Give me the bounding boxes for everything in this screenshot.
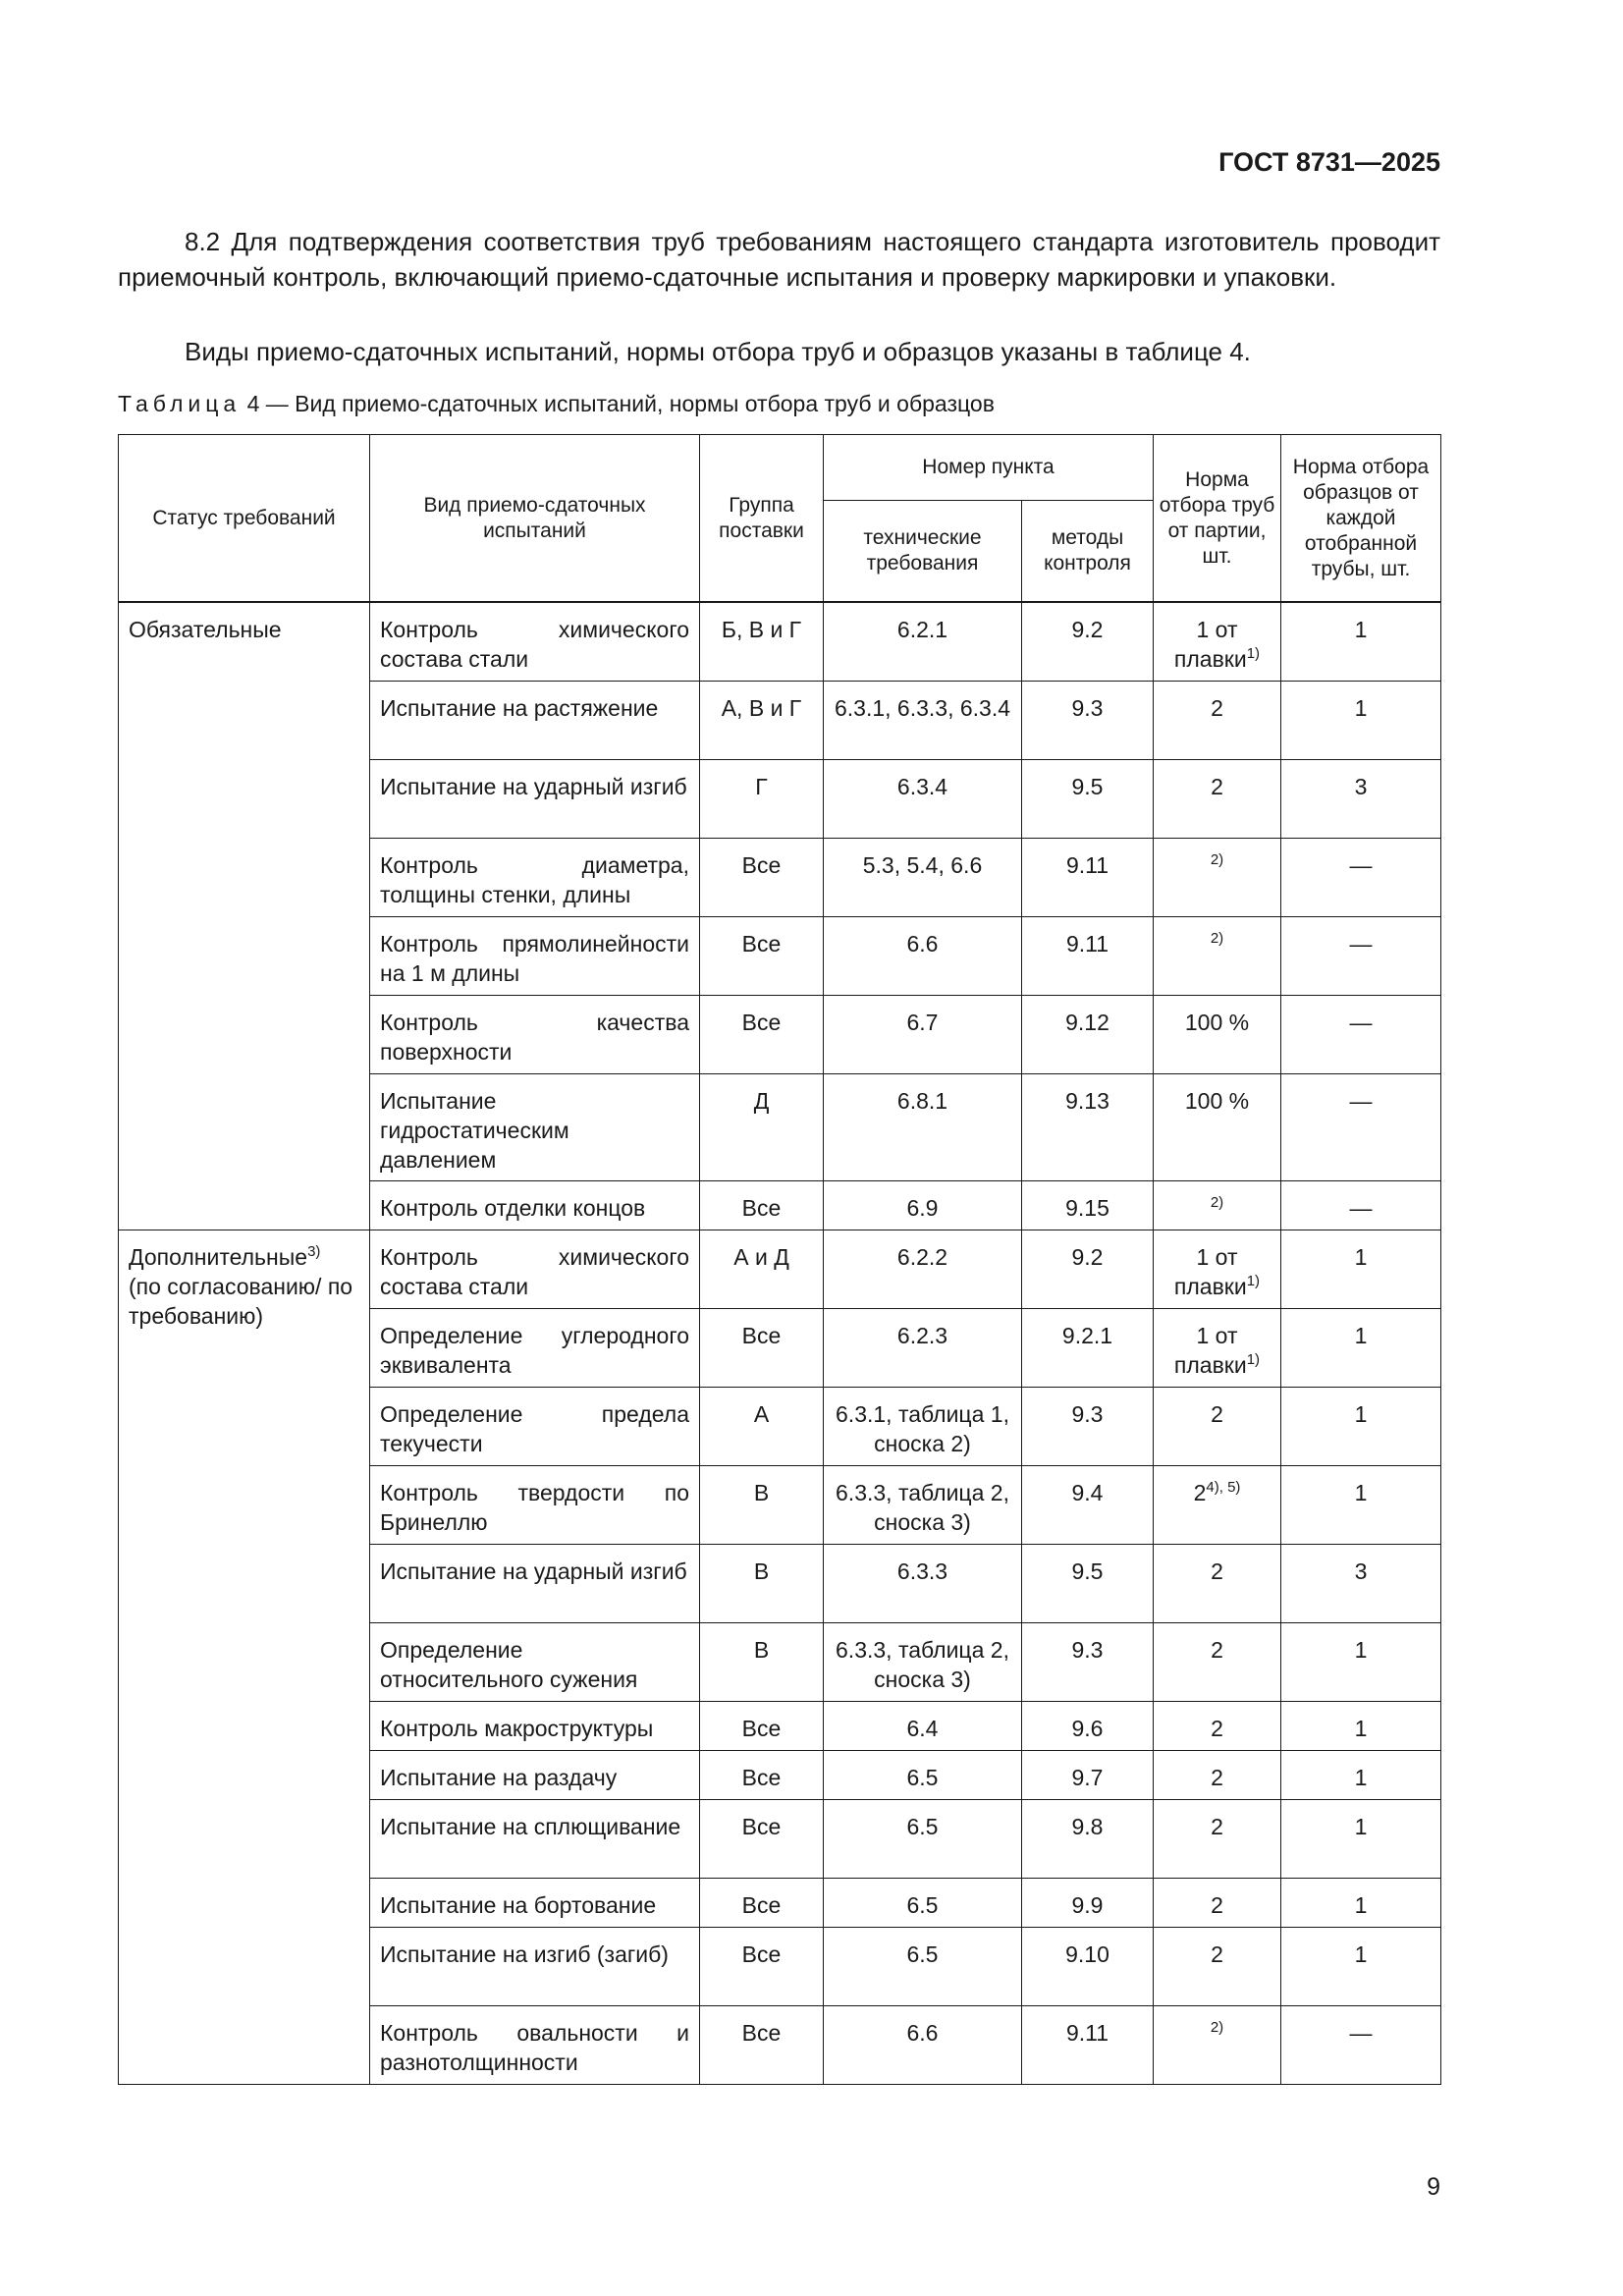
status-mandatory: Обязательные <box>119 602 370 1230</box>
cell-test: Испытание на растяжение <box>370 681 700 759</box>
cell-samples-norm: 1 <box>1281 1465 1441 1544</box>
status-additional-label: Дополнительные <box>129 1243 308 1270</box>
cell-control-method: 9.12 <box>1022 995 1154 1073</box>
pipes-norm-value: 2 <box>1211 1558 1223 1584</box>
pipes-norm-value: 100 % <box>1184 1009 1250 1035</box>
cell-group: Все <box>700 1927 824 2005</box>
header-test: Вид приемо-сдаточных испытаний <box>370 435 700 603</box>
cell-samples-norm: 1 <box>1281 1387 1441 1465</box>
cell-tech-requirements: 5.3, 5.4, 6.6 <box>824 838 1022 916</box>
cell-group: В <box>700 1465 824 1544</box>
pipes-norm-value: 2 <box>1211 1764 1223 1790</box>
cell-test: Контроль овальности и разнотолщинности <box>370 2005 700 2084</box>
cell-samples-norm: — <box>1281 1073 1441 1180</box>
table-body <box>119 602 1441 2084</box>
cell-pipes-norm <box>1154 1878 1281 1927</box>
cell-samples-norm: 3 <box>1281 759 1441 838</box>
header-control-methods: методы контроля <box>1022 501 1154 603</box>
cell-pipes-norm <box>1154 759 1281 838</box>
cell-samples-norm: 1 <box>1281 1308 1441 1387</box>
cell-pipes-norm <box>1154 1622 1281 1701</box>
cell-pipes-norm <box>1154 916 1281 995</box>
cell-group: Все <box>700 1799 824 1878</box>
cell-test: Контроль прямолинейности на 1 м длины <box>370 916 700 995</box>
pipes-norm-value: 1 от плавки <box>1173 1322 1247 1378</box>
cell-pipes-norm <box>1154 1465 1281 1544</box>
cell-tech-requirements: 6.5 <box>824 1799 1022 1878</box>
table-row <box>119 602 1441 681</box>
pipes-norm-footnote: 1) <box>1246 1272 1261 1289</box>
cell-control-method: 9.10 <box>1022 1927 1154 2005</box>
cell-control-method: 9.11 <box>1022 838 1154 916</box>
cell-pipes-norm <box>1154 1927 1281 2005</box>
pipes-norm-footnote: 2) <box>1210 850 1224 868</box>
cell-test: Испытание на изгиб (загиб) <box>370 1927 700 2005</box>
pipes-norm-footnote: 2) <box>1210 2018 1224 2036</box>
pipes-norm-footnote: 2) <box>1210 929 1224 947</box>
cell-test: Испытание на сплющивание <box>370 1799 700 1878</box>
cell-group: Все <box>700 916 824 995</box>
cell-pipes-norm <box>1154 995 1281 1073</box>
header-pipes-norm: Норма отбора труб от партии, шт. <box>1154 435 1281 603</box>
pipes-norm-footnote: 4), 5) <box>1206 1478 1241 1496</box>
cell-test: Контроль диаметра, толщины стенки, длины <box>370 838 700 916</box>
cell-group: Все <box>700 1308 824 1387</box>
cell-control-method: 9.6 <box>1022 1701 1154 1750</box>
cell-group: Все <box>700 1878 824 1927</box>
cell-group: Все <box>700 838 824 916</box>
cell-pipes-norm <box>1154 602 1281 681</box>
cell-control-method: 9.3 <box>1022 1387 1154 1465</box>
cell-pipes-norm <box>1154 1750 1281 1799</box>
cell-samples-norm: — <box>1281 2005 1441 2084</box>
cell-pipes-norm <box>1154 1230 1281 1308</box>
cell-pipes-norm <box>1154 2005 1281 2084</box>
pipes-norm-footnote: 1) <box>1246 1350 1261 1368</box>
cell-samples-norm: 1 <box>1281 1878 1441 1927</box>
document-id: ГОСТ 8731—2025 <box>1218 147 1440 177</box>
cell-group: Все <box>700 1180 824 1230</box>
cell-samples-norm: — <box>1281 1180 1441 1230</box>
cell-samples-norm: 1 <box>1281 1701 1441 1750</box>
cell-control-method: 9.3 <box>1022 681 1154 759</box>
cell-test: Контроль качества поверхности <box>370 995 700 1073</box>
cell-group: А и Д <box>700 1230 824 1308</box>
cell-test: Испытание на ударный изгиб <box>370 759 700 838</box>
cell-group: Все <box>700 1701 824 1750</box>
pipes-norm-footnote: 1) <box>1246 645 1261 662</box>
cell-tech-requirements: 6.9 <box>824 1180 1022 1230</box>
pipes-norm-value: 2 <box>1211 1636 1223 1663</box>
cell-tech-requirements: 6.5 <box>824 1750 1022 1799</box>
pipes-norm-footnote: 2) <box>1210 1193 1224 1211</box>
cell-tech-requirements: 6.3.4 <box>824 759 1022 838</box>
status-additional <box>119 1230 370 2084</box>
cell-tech-requirements: 6.3.1, 6.3.3, 6.3.4 <box>824 681 1022 759</box>
cell-tech-requirements: 6.7 <box>824 995 1022 1073</box>
pipes-norm-value: 2 <box>1211 694 1223 721</box>
cell-test: Определение углеродного эквивалента <box>370 1308 700 1387</box>
cell-group: Б, В и Г <box>700 602 824 681</box>
cell-tech-requirements: 6.3.3, таблица 2, сноска 3) <box>824 1622 1022 1701</box>
cell-group: В <box>700 1622 824 1701</box>
cell-pipes-norm <box>1154 1387 1281 1465</box>
cell-test: Испытание на бортование <box>370 1878 700 1927</box>
table-caption-label: Таблица <box>118 391 242 416</box>
cell-samples-norm: 3 <box>1281 1544 1441 1622</box>
pipes-norm-value: 2 <box>1211 1715 1223 1741</box>
status-additional-footnote: 3) <box>307 1242 321 1260</box>
pipes-norm-value: 2 <box>1211 1941 1223 1967</box>
cell-group: Д <box>700 1073 824 1180</box>
header-samples-norm: Норма отбора образцов от каждой отобранной трубы, шт. <box>1281 435 1441 603</box>
cell-tech-requirements: 6.6 <box>824 916 1022 995</box>
cell-control-method: 9.2.1 <box>1022 1308 1154 1387</box>
cell-test: Контроль макроструктуры <box>370 1701 700 1750</box>
cell-samples-norm: 1 <box>1281 681 1441 759</box>
cell-group: Все <box>700 2005 824 2084</box>
cell-samples-norm: — <box>1281 995 1441 1073</box>
cell-control-method: 9.7 <box>1022 1750 1154 1799</box>
cell-tech-requirements: 6.3.1, таблица 1, сноска 2) <box>824 1387 1022 1465</box>
cell-test: Испытание на раздачу <box>370 1750 700 1799</box>
cell-control-method: 9.5 <box>1022 1544 1154 1622</box>
table-row <box>119 1230 1441 1308</box>
cell-test: Контроль химического состава стали <box>370 1230 700 1308</box>
pipes-norm-value: 100 % <box>1184 1087 1250 1114</box>
cell-tech-requirements: 6.3.3 <box>824 1544 1022 1622</box>
cell-tech-requirements: 6.2.2 <box>824 1230 1022 1308</box>
cell-samples-norm: 1 <box>1281 602 1441 681</box>
pipes-norm-value: 2 <box>1211 1400 1223 1427</box>
paragraph-8-2: 8.2 Для подтверждения соответствия труб требованиям настоящего стандарта изготовитель проводит приемочный контроль, включающий приемо-сдаточные испытания и проверку маркировки и упаковки. <box>118 227 1440 292</box>
cell-tech-requirements: 6.5 <box>824 1878 1022 1927</box>
cell-test: Контроль химического состава стали <box>370 602 700 681</box>
acceptance-tests-table <box>118 434 1441 2085</box>
table-caption-text: 4 — Вид приемо-сдаточных испытаний, нормы отбора труб и образцов <box>246 391 995 416</box>
cell-pipes-norm <box>1154 838 1281 916</box>
cell-control-method: 9.15 <box>1022 1180 1154 1230</box>
header-clause: Номер пункта <box>824 435 1154 501</box>
cell-test: Контроль твердости по Бринеллю <box>370 1465 700 1544</box>
cell-samples-norm: 1 <box>1281 1622 1441 1701</box>
cell-pipes-norm <box>1154 1799 1281 1878</box>
cell-pipes-norm <box>1154 1180 1281 1230</box>
cell-pipes-norm <box>1154 1308 1281 1387</box>
cell-tech-requirements: 6.8.1 <box>824 1073 1022 1180</box>
cell-tech-requirements: 6.3.3, таблица 2, сноска 3) <box>824 1465 1022 1544</box>
cell-control-method: 9.2 <box>1022 602 1154 681</box>
cell-control-method: 9.11 <box>1022 2005 1154 2084</box>
paragraph-tests-ref: Виды приемо-сдаточных испытаний, нормы отбора труб и образцов указаны в таблице 4. <box>185 337 1251 366</box>
cell-control-method: 9.11 <box>1022 916 1154 995</box>
cell-samples-norm: — <box>1281 916 1441 995</box>
cell-tech-requirements: 6.6 <box>824 2005 1022 2084</box>
pipes-norm-value: 2 <box>1211 1813 1223 1839</box>
cell-samples-norm: 1 <box>1281 1230 1441 1308</box>
cell-tech-requirements: 6.2.1 <box>824 602 1022 681</box>
cell-control-method: 9.13 <box>1022 1073 1154 1180</box>
pipes-norm-value: 2 <box>1211 773 1223 799</box>
cell-samples-norm: 1 <box>1281 1799 1441 1878</box>
cell-samples-norm: — <box>1281 838 1441 916</box>
pipes-norm-value: 2 <box>1193 1479 1207 1505</box>
cell-group: Все <box>700 995 824 1073</box>
cell-control-method: 9.9 <box>1022 1878 1154 1927</box>
cell-samples-norm: 1 <box>1281 1927 1441 2005</box>
page-number: 9 <box>1427 2173 1440 2201</box>
pipes-norm-value: 1 от плавки <box>1173 617 1247 672</box>
header-group: Группа поставки <box>700 435 824 603</box>
cell-group: В <box>700 1544 824 1622</box>
cell-pipes-norm <box>1154 681 1281 759</box>
cell-test: Испытание гидростатическим давлением <box>370 1073 700 1180</box>
cell-control-method: 9.3 <box>1022 1622 1154 1701</box>
header-tech-requirements: технические требования <box>824 501 1022 603</box>
cell-tech-requirements: 6.4 <box>824 1701 1022 1750</box>
pipes-norm-value: 1 от плавки <box>1173 1243 1247 1299</box>
cell-group: А, В и Г <box>700 681 824 759</box>
cell-control-method: 9.5 <box>1022 759 1154 838</box>
cell-pipes-norm <box>1154 1701 1281 1750</box>
cell-tech-requirements: 6.5 <box>824 1927 1022 2005</box>
cell-control-method: 9.8 <box>1022 1799 1154 1878</box>
cell-pipes-norm <box>1154 1544 1281 1622</box>
cell-tech-requirements: 6.2.3 <box>824 1308 1022 1387</box>
cell-test: Испытание на ударный изгиб <box>370 1544 700 1622</box>
cell-test: Контроль отделки концов <box>370 1180 700 1230</box>
cell-control-method: 9.2 <box>1022 1230 1154 1308</box>
cell-group: Г <box>700 759 824 838</box>
table-caption <box>118 391 995 417</box>
pipes-norm-value: 2 <box>1211 1891 1223 1918</box>
cell-test: Определение предела текучести <box>370 1387 700 1465</box>
header-status: Статус требований <box>119 435 370 603</box>
status-additional-note: (по согласованию/ по требованию) <box>129 1273 353 1329</box>
cell-group: Все <box>700 1750 824 1799</box>
cell-samples-norm: 1 <box>1281 1750 1441 1799</box>
cell-pipes-norm <box>1154 1073 1281 1180</box>
cell-control-method: 9.4 <box>1022 1465 1154 1544</box>
cell-test: Определение относительного сужения <box>370 1622 700 1701</box>
cell-group: А <box>700 1387 824 1465</box>
